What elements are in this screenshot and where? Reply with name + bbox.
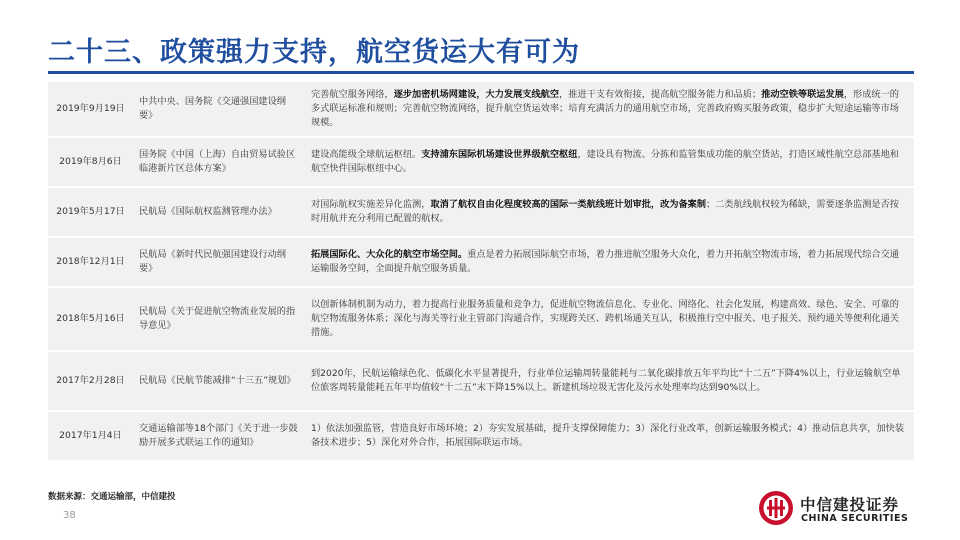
logo-chinese-text: 中信建投证券 xyxy=(800,496,900,514)
policy-content-text: ；二类航线航权较为稀缺，需要逐条监测是否按时用航并充分利用已配置的航权。 xyxy=(311,199,899,224)
policy-date: 2019年8月6日 xyxy=(48,138,133,186)
page-title: 二十三、政策强力支持，航空货运大有可为 xyxy=(48,37,580,68)
table-row xyxy=(48,288,914,350)
policy-date: 2019年9月19日 xyxy=(48,82,133,136)
table-row xyxy=(48,82,914,136)
policy-content-text: 对国际航权实施差异化监测， xyxy=(311,199,431,210)
table-row xyxy=(48,412,914,460)
title-underline xyxy=(48,71,914,74)
policy-content-highlight: 拓展国际化、大众化的航空市场空间。 xyxy=(311,249,468,260)
policy-issuer: 民航局《民航节能减排“十三五”规划》 xyxy=(133,352,305,410)
policy-issuer: 中共中央、国务院《交通强国建设纲要》 xyxy=(133,82,305,136)
policy-date: 2019年5月17日 xyxy=(48,188,133,236)
policy-content xyxy=(305,288,914,350)
data-source-note: 数据来源：交通运输部，中信建投 xyxy=(48,492,176,502)
citic-logo-icon xyxy=(758,490,794,526)
policy-content-text: 完善航空服务网络， xyxy=(311,89,394,100)
table-row xyxy=(48,352,914,410)
policy-content-text: 重点是着力拓展国际航空市场，着力推进航空服务大众化，着力开拓航空物流市场，着力拓展现代综合交通运输服务空间，全面提升航空服务质量。 xyxy=(311,249,899,274)
policy-date: 2018年12月1日 xyxy=(48,238,133,286)
policy-issuer: 国务院《中国（上海）自由贸易试验区临港新片区总体方案》 xyxy=(133,138,305,186)
table-row xyxy=(48,188,914,236)
policy-content xyxy=(305,188,914,236)
table-row xyxy=(48,138,914,186)
policy-content-text: ，推进干支有效衔接，提高航空服务能力和品质； xyxy=(559,89,762,100)
policy-content xyxy=(305,138,914,186)
policy-content xyxy=(305,82,914,136)
logo-english-text: CHINA SECURITIES xyxy=(801,513,909,524)
page-number: 38 xyxy=(63,510,76,521)
policy-content-highlight: 支持浦东国际机场建设世界级航空枢纽 xyxy=(421,149,578,160)
policy-content-highlight: 取消了航权自由化程度较高的国际一类航线班计划审批，改为备案制 xyxy=(430,199,707,210)
policy-date: 2018年5月16日 xyxy=(48,288,133,350)
policy-content-highlight: 逐步加密机场网建设，大力发展支线航空 xyxy=(393,89,560,100)
policy-issuer: 民航局《关于促进航空物流业发展的指导意见》 xyxy=(133,288,305,350)
policy-content xyxy=(305,352,914,410)
policy-issuer: 交通运输部等18个部门《关于进一步鼓励开展多式联运工作的通知》 xyxy=(133,412,305,460)
company-logo xyxy=(758,490,918,530)
policy-content xyxy=(305,238,914,286)
table-row xyxy=(48,238,914,286)
policy-table xyxy=(48,80,914,462)
policy-content-highlight: 推动空铁等联运发展 xyxy=(761,89,844,100)
policy-content-text: 1）依法加强监管，营造良好市场环境；2）夯实发展基础，提升支撑保障能力；3）深化行业改革，创新运输服务模式；4）推动信息共享，加快装备技术进步；5）深化对外合作，拓展国际联运市场。 xyxy=(311,423,905,448)
policy-content-text: 到2020年，民航运输绿色化、低碳化水平显著提升，行业单位运输周转量能耗与二氧化碳排放五年平均比“十二五”下降4%以上，行业运输航空单位旅客周转量能耗五年平均值较“十二五”末下降15%以上。新建机场垃圾无害化及污水处理率均达到90%以上。 xyxy=(311,368,901,393)
policy-content-text: 以创新体制机制为动力，着力提高行业服务质量和竞争力，促进航空物流信息化、专业化、网络化、社会化发展，构建高效、绿色、安全、可靠的航空物流服务体系；深化与海关等行业主管部门沟通合作，实现跨关区、跨机场通关互认，积极推行空中报关、电子报关、预约通关等便利化通关措施。 xyxy=(311,299,899,338)
policy-issuer: 民航局《国际航权监测管理办法》 xyxy=(133,188,305,236)
policy-content-text: ，建设具有物流、分拣和监管集成功能的航空货站，打造区域性航空总部基地和航空快件国际枢纽中心。 xyxy=(311,149,899,174)
policy-issuer: 民航局《新时代民航强国建设行动纲要》 xyxy=(133,238,305,286)
policy-date: 2017年2月28日 xyxy=(48,352,133,410)
policy-content xyxy=(305,412,914,460)
policy-content-text: 建设高能级全球航运枢纽。 xyxy=(311,149,422,160)
policy-content-text: ，形成统一的多式联运标准和规则；完善航空物流网络，提升航空货运效率；培育充满活力的通用航空市场，完善政府购买服务政策，稳步扩大短途运输等市场规模。 xyxy=(311,89,899,128)
policy-date: 2017年1月4日 xyxy=(48,412,133,460)
